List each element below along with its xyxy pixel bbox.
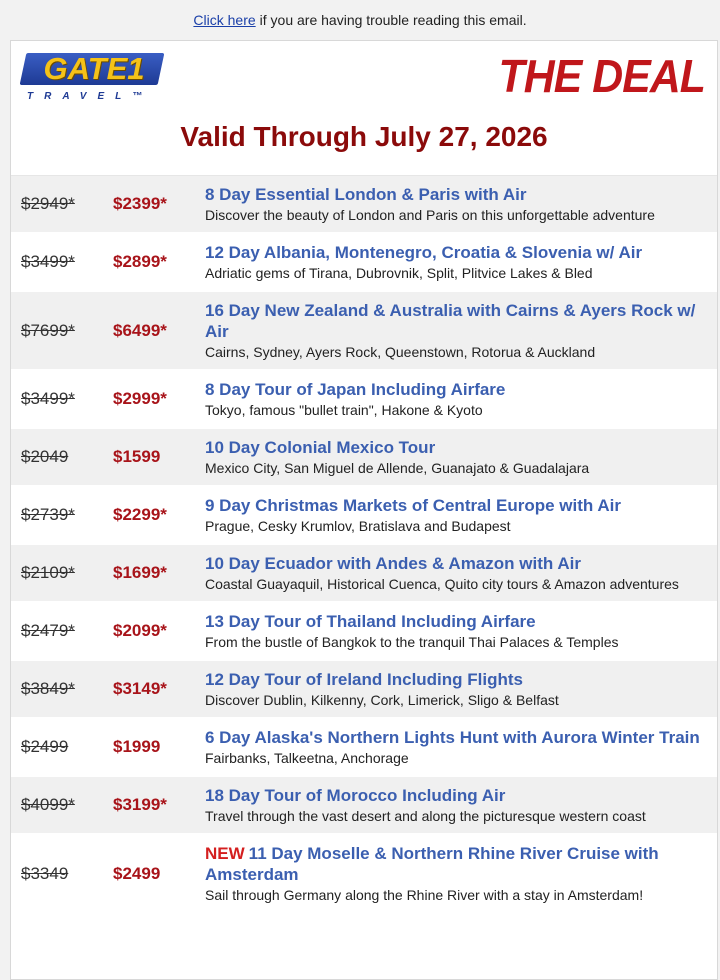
deal-info: [205, 379, 717, 419]
original-price: $2499: [21, 737, 69, 756]
sale-price: $6499*: [113, 320, 167, 340]
deal-row[interactable]: [11, 661, 717, 719]
deal-title-link[interactable]: [205, 437, 709, 458]
original-price: $4099*: [21, 795, 75, 814]
gate1-logo[interactable]: [23, 53, 163, 103]
deal-info: [205, 727, 717, 767]
deal-title-link[interactable]: [205, 843, 709, 885]
email-header: [11, 41, 717, 175]
deal-row[interactable]: [11, 234, 717, 292]
sale-price: $2999*: [113, 389, 167, 408]
deal-title-text[interactable]: 12 Day Albania, Montenegro, Croatia & Slovenia w/ Air: [205, 243, 643, 262]
deal-info: [205, 669, 717, 709]
deal-info: [205, 242, 717, 282]
email-body: [10, 40, 718, 980]
sale-price: $3149*: [113, 679, 167, 698]
the-deal-title: THE DEAL: [498, 50, 705, 102]
deal-title-text[interactable]: 10 Day Ecuador with Andes & Amazon with Air: [205, 554, 581, 573]
deal-description: Coastal Guayaquil, Historical Cuenca, Quito city tours & Amazon adventures: [205, 576, 679, 592]
deal-row[interactable]: [11, 777, 717, 835]
original-price: $2949*: [21, 194, 75, 213]
original-price: $2109*: [21, 563, 75, 582]
deal-description: Discover Dublin, Kilkenny, Cork, Limerick, Sligo & Belfast: [205, 692, 559, 708]
deal-info: [205, 437, 717, 477]
deal-row[interactable]: [11, 545, 717, 603]
deal-description: Cairns, Sydney, Ayers Rock, Queenstown, Rotorua & Auckland: [205, 344, 596, 360]
original-price: $2739*: [21, 505, 75, 524]
sale-price: $3199*: [113, 795, 167, 814]
deal-title-text[interactable]: 12 Day Tour of Ireland Including Flights: [205, 670, 523, 689]
deal-row[interactable]: [11, 719, 717, 777]
click-here-link[interactable]: Click here: [193, 12, 256, 28]
deal-description: Prague, Cesky Krumlov, Bratislava and Budapest: [205, 518, 511, 534]
deal-title-link[interactable]: [205, 379, 709, 400]
original-price: $3499*: [21, 389, 75, 408]
deal-description: Sail through Germany along the Rhine River with a stay in Amsterdam!: [205, 887, 644, 903]
original-price: $7699*: [21, 320, 75, 340]
deal-row[interactable]: [11, 176, 717, 234]
deal-title-text[interactable]: 18 Day Tour of Morocco Including Air: [205, 786, 506, 805]
deal-title-link[interactable]: [205, 495, 709, 516]
deal-info: [205, 843, 717, 904]
deal-title-text[interactable]: 13 Day Tour of Thailand Including Airfare: [205, 612, 536, 631]
deal-title-link[interactable]: [205, 553, 709, 574]
deal-row[interactable]: [11, 835, 717, 914]
original-price: $3349: [21, 863, 69, 883]
deal-description: Discover the beauty of London and Paris on this unforgettable adventure: [205, 207, 655, 223]
deal-row[interactable]: [11, 429, 717, 487]
logo-text: GATE1: [43, 51, 145, 86]
deal-title-text[interactable]: 16 Day New Zealand & Australia with Cairns & Ayers Rock w/ Air: [205, 301, 696, 341]
deal-title-text[interactable]: 6 Day Alaska's Northern Lights Hunt with Aurora Winter Train: [205, 728, 700, 747]
logo-subtitle: TRAVEL™: [27, 91, 154, 102]
deal-title-link[interactable]: [205, 785, 709, 806]
new-badge: NEW: [205, 844, 245, 863]
original-price: $3849*: [21, 679, 75, 698]
valid-through-heading: Valid Through July 27, 2026: [180, 121, 548, 152]
deal-description: From the bustle of Bangkok to the tranquil Thai Palaces & Temples: [205, 634, 619, 650]
deal-title-link[interactable]: [205, 611, 709, 632]
deal-description: Adriatic gems of Tirana, Dubrovnik, Split, Plitvice Lakes & Bled: [205, 265, 593, 281]
sale-price: $1699*: [113, 563, 167, 582]
deal-title-link[interactable]: [205, 184, 709, 205]
deal-title-link[interactable]: [205, 300, 709, 342]
deal-title-link[interactable]: [205, 727, 709, 748]
deal-row[interactable]: [11, 371, 717, 429]
original-price: $2049: [21, 447, 69, 466]
sale-price: $2399*: [113, 194, 167, 213]
sale-price: $2499: [113, 863, 161, 883]
sale-price: $2299*: [113, 505, 167, 524]
deal-title-text[interactable]: 10 Day Colonial Mexico Tour: [205, 438, 436, 457]
sale-price: $1599: [113, 447, 161, 466]
sale-price: $2099*: [113, 621, 167, 640]
deal-info: [205, 495, 717, 535]
sale-price: $1999: [113, 737, 161, 756]
deal-title-text[interactable]: 9 Day Christmas Markets of Central Europe with Air: [205, 496, 621, 515]
top-notice-text: if you are having trouble reading this email.: [259, 12, 527, 28]
sale-price: $2899*: [113, 252, 167, 271]
original-price: $3499*: [21, 252, 75, 271]
deal-info: [205, 300, 717, 361]
deal-title-link[interactable]: [205, 242, 709, 263]
deal-list: [11, 175, 717, 914]
deal-info: [205, 553, 717, 593]
deal-description: Travel through the vast desert and along the picturesque western coast: [205, 808, 646, 824]
deal-title-text[interactable]: 11 Day Moselle & Northern Rhine River Cruise with Amsterdam: [205, 844, 659, 884]
deal-row[interactable]: [11, 292, 717, 371]
deal-description: Mexico City, San Miguel de Allende, Guanajato & Guadalajara: [205, 460, 590, 476]
deal-row[interactable]: [11, 487, 717, 545]
top-notice: [0, 0, 720, 40]
deal-info: [205, 611, 717, 651]
deal-info: [205, 184, 717, 224]
deal-title-text[interactable]: 8 Day Essential London & Paris with Air: [205, 185, 527, 204]
deal-description: Tokyo, famous "bullet train", Hakone & Kyoto: [205, 402, 483, 418]
original-price: $2479*: [21, 621, 75, 640]
deal-description: Fairbanks, Talkeetna, Anchorage: [205, 750, 409, 766]
deal-info: [205, 785, 717, 825]
deal-title-text[interactable]: 8 Day Tour of Japan Including Airfare: [205, 380, 506, 399]
deal-title-link[interactable]: [205, 669, 709, 690]
deal-row[interactable]: [11, 603, 717, 661]
